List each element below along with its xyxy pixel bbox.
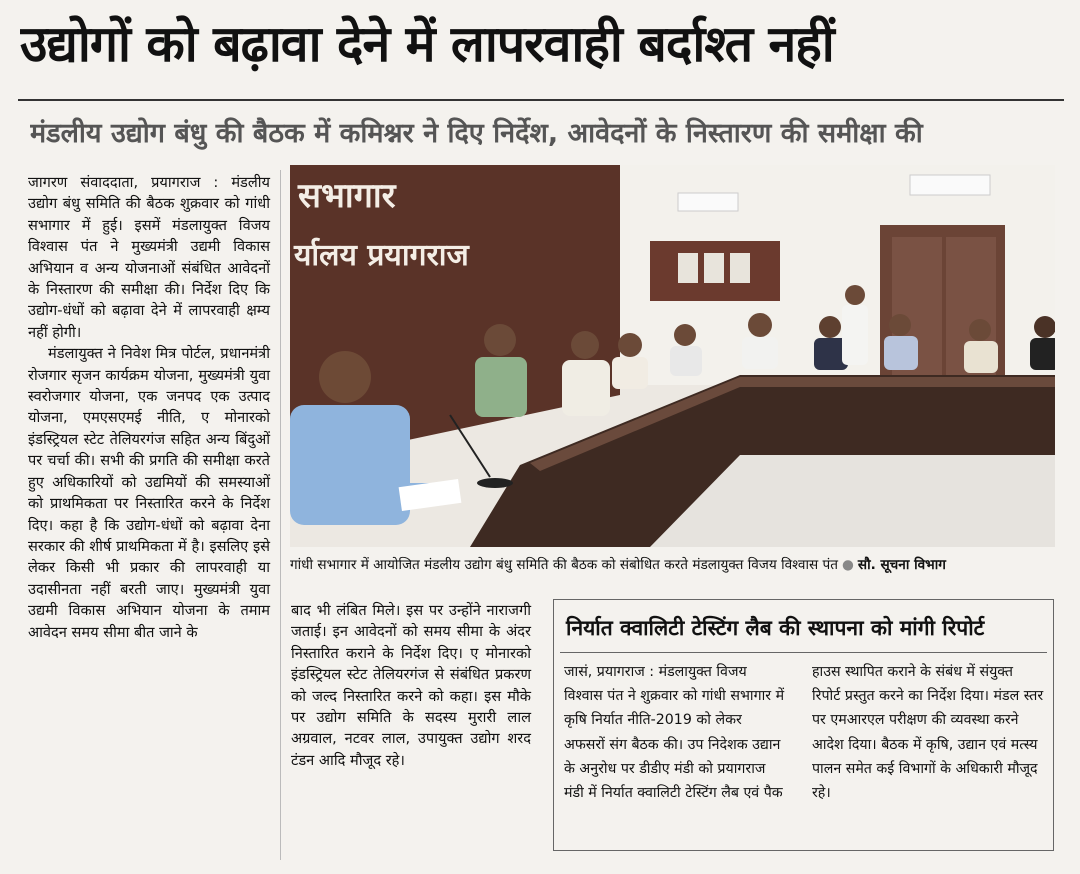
caption-text: गांधी सभागार में आयोजित मंडलीय उद्योग बंधु समिति की बैठक को संबोधित करते मंडलायुक्त विजय विश्वास पंत	[290, 557, 838, 573]
article-paragraph-3: बाद भी लंबित मिले। इस पर उन्होंने नाराजगी जताई। इन आवेदनों को समय सीमा के अंदर निस्तारित कराने के निर्देश दिए। ए मोनारको इंडस्ट्रियल स्टेट तेलियरगंज से संबंधित प्रकरण को जल्द निस्तारित करने को कहा। इस मौके पर उद्योग समिति के सदस्य मुरारी लाल अग्रवाल, नटवर लाल, उपायुक्त उद्योग शरद टंडन आदि मौजूद रहे।	[291, 602, 531, 769]
column-divider	[280, 170, 281, 860]
subheadline: मंडलीय उद्योग बंधु की बैठक में कमिश्नर ने दिए निर्देश, आवेदनों के निस्तारण की समीक्षा की	[30, 118, 923, 149]
photo-caption	[290, 549, 1055, 581]
headline-rule	[18, 99, 1064, 101]
sidebar-title-rule	[560, 652, 1047, 653]
article-column-1	[28, 172, 270, 643]
headline: उद्योगों को बढ़ावा देने में लापरवाही बर्दाश्त नहीं	[20, 15, 834, 73]
photo-credit: सौ. सूचना विभाग	[857, 557, 946, 573]
meeting-photo	[290, 165, 1055, 547]
sidebar-story	[553, 599, 1054, 851]
wall-text-1: सभागार	[298, 176, 396, 216]
sidebar-column-2	[812, 660, 1044, 805]
caption-dot-icon: ●	[842, 557, 854, 573]
sidebar-column-1	[564, 660, 786, 805]
meeting-photo-illustration	[290, 165, 1055, 547]
sidebar-title: निर्यात क्वालिटी टेस्टिंग लैब की स्थापना को मांगी रिपोर्ट	[566, 616, 985, 640]
byline: जागरण संवाददाता, प्रयागराज :	[28, 174, 219, 191]
article-paragraph-1: मंडलीय उद्योग बंधु समिति की बैठक शुक्रवार को गांधी सभागार में हुई। इसमें मंडलायुक्त विजय विश्वास पंत ने मुख्यमंत्री उद्यमी विकास अभियान व अन्य योजनाओं संबंधित आवेदनों के निस्तारण की समीक्षा की। निर्देश दिए कि उद्योग-धंधों को बढ़ावा देने में लापरवाही क्षम्य नहीं होगी।	[28, 174, 270, 341]
article-paragraph-2: मंडलायुक्त ने निवेश मित्र पोर्टल, प्रधानमंत्री रोजगार सृजन कार्यक्रम योजना, मुख्यमंत्री युवा स्वरोजगार योजना, एक जनपद एक उत्पाद योजना, एमएसएमई नीति, ए मोनारको इंडस्ट्रियल स्टेट तेलियरगंज सहित अन्य बिंदुओं पर चर्चा की। सभी की प्रगति की समीक्षा करते हुए अधिकारियों को उद्यमियों की समस्याओं को प्राथमिकता पर निस्तारित करने के निर्देश दिए। कहा है कि उद्योग-धंधों को बढ़ावा देना सरकार की शीर्ष प्राथमिकता में है। इसलिए इसे लेकर किसी भी प्रकार की लापरवाही या उदासीनता नहीं बरती जाए। मुख्यमंत्री युवा उद्यमी विकास अभियान योजना के तमाम आवेदन समय सीमा बीत जाने के	[28, 345, 270, 641]
wall-text-2: र्यालय प्रयागराज	[294, 238, 469, 273]
sidebar-text-2: हाउस स्थापित कराने के संबंध में संयुक्त रिपोर्ट प्रस्तुत करने का निर्देश दिया। मंडल स्तर पर एमआरएल परीक्षण की व्यवस्था करने आदेश दिया। बैठक में कृषि, उद्यान एवं मत्स्य पालन समेत कई विभागों के अधिकारी मौजूद रहे।	[812, 664, 1044, 802]
article-column-2	[291, 600, 531, 771]
sidebar-text-1: जासं, प्रयागराज : मंडलायुक्त विजय विश्वास पंत ने शुक्रवार को गांधी सभागार में कृषि निर्यात नीति-2019 को लेकर अफसरों संग बैठक की। उप निदेशक उद्यान के अनुरोध पर डीडीए मंडी को प्रयागराज मंडी में निर्यात क्वालिटी टेस्टिंग लैब एवं पैक	[564, 664, 785, 802]
